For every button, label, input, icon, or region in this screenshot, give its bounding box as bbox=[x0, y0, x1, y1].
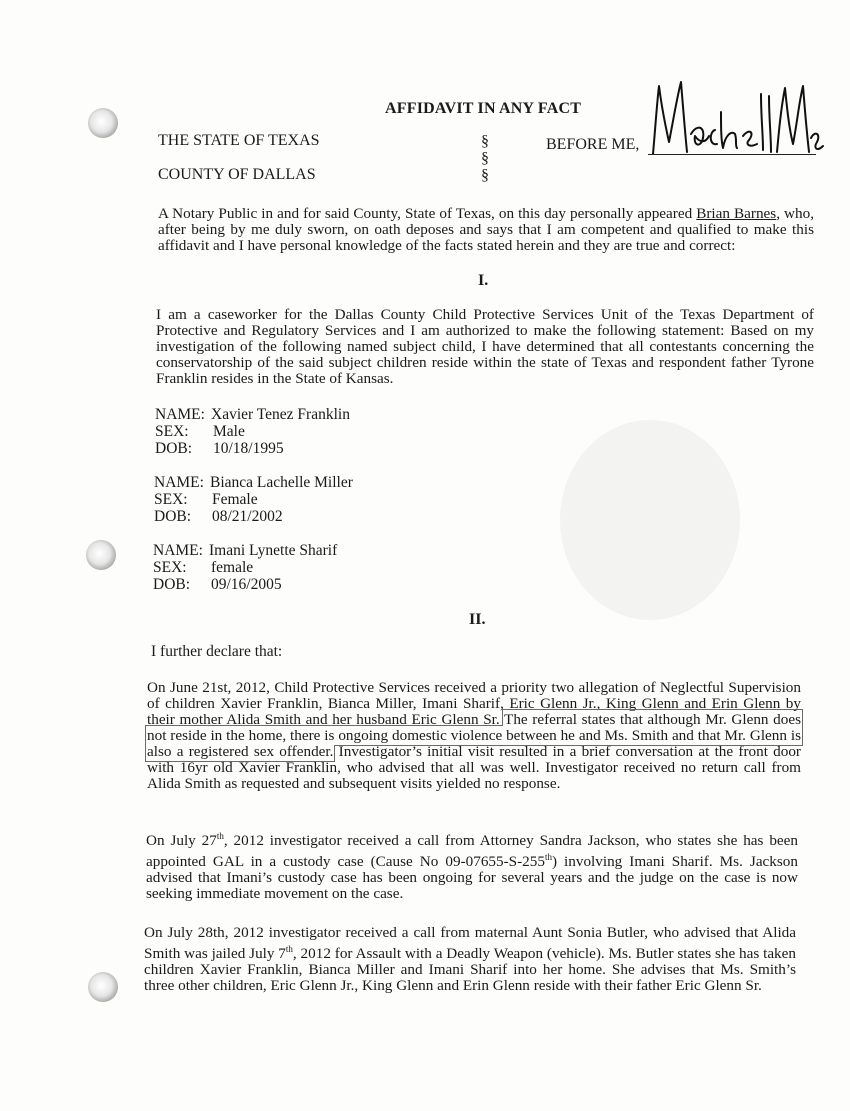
july27-text-b: , 2012 investigator received a call from Attorney Sandra Jackson, who states she has been appointed GAL in a custody case (Cause No 09-07655-S-255 bbox=[146, 832, 798, 871]
child-1-name-row bbox=[155, 406, 350, 423]
june-text-1: On June 21st, 2012, Child Protective Services received a priority two allegation of Neglectful Supervision of children Xavier Franklin, Bianca Miller, Imani Sharif, Eric Glenn Jr., King Glenn and Erin Glenn by their mother Alida Smith and her husband Eric Glenn Sr. bbox=[147, 679, 801, 728]
child-2-sex: Female bbox=[212, 491, 258, 508]
june-text-2: Investigator’s initial visit resulted in a brief conversation at the front door with 16yr old Xavier Franklin, who advised that all was well. Investigator received no return call from Alida Smith as requested and subsequent visits yielded no response. bbox=[147, 743, 801, 792]
july28-paragraph bbox=[144, 925, 796, 994]
child-1-sex: Male bbox=[213, 423, 245, 440]
child-3-dob: 09/16/2005 bbox=[211, 576, 282, 593]
child-3-sex: female bbox=[211, 559, 254, 576]
july28-text-a: On July 28th, 2012 investigator received a call from maternal Aunt Sonia Butler, who advised that Alida Smith was jailed July 7 bbox=[144, 924, 796, 963]
child-3-sex-row bbox=[153, 559, 253, 576]
july27-sup-1: th bbox=[216, 831, 224, 841]
signature-line bbox=[648, 154, 816, 155]
june-paragraph bbox=[147, 680, 801, 792]
child-2-name: Bianca Lachelle Miller bbox=[210, 474, 353, 491]
sex-label: SEX: bbox=[153, 559, 187, 576]
section-symbol-2: § bbox=[481, 150, 489, 167]
section-1-heading: I. bbox=[478, 272, 489, 289]
july28-text-b: , 2012 for Assault with a Deadly Weapon (vehicle). Ms. Butler states she has taken children Xavier Franklin, Bianca Miller and Imani Sharif into her home. She advises that Ms. Smith’s three other children, Eric Glenn Jr., King Glenn and Erin Glenn reside with their father Eric Glenn Sr. bbox=[144, 945, 796, 995]
section-2-heading: II. bbox=[469, 611, 486, 628]
before-me-label: BEFORE ME, bbox=[546, 136, 640, 153]
punch-hole-top bbox=[88, 108, 118, 138]
child-3-dob-row bbox=[153, 576, 282, 593]
child-1-sex-row bbox=[155, 423, 245, 440]
july27-sup-2: th bbox=[544, 852, 552, 863]
intro-text-2: , who, after being by me duly sworn, on oath deposes and says that I am competent and qualified to make this affidavit and I have personal knowledge of the facts stated herein and they are true and correct: bbox=[158, 205, 815, 254]
dob-label: DOB: bbox=[154, 508, 192, 525]
child-3-name: Imani Lynette Sharif bbox=[209, 542, 338, 559]
state-label: THE STATE OF TEXAS bbox=[158, 132, 320, 149]
notary-signature bbox=[645, 72, 825, 162]
punch-hole-middle bbox=[86, 540, 116, 570]
name-label: NAME: bbox=[155, 406, 205, 423]
affiant-name: Brian Barnes bbox=[696, 205, 777, 222]
child-3-name-row bbox=[153, 542, 337, 559]
sex-label: SEX: bbox=[154, 491, 188, 508]
sex-label: SEX: bbox=[155, 423, 189, 440]
section-symbol-3: § bbox=[481, 167, 489, 184]
child-1-dob: 10/18/1995 bbox=[213, 440, 284, 457]
section-1-paragraph: I am a caseworker for the Dallas County Child Protective Services Unit of the Texas Department of Protective and Regulatory Services and I am authorized to make the following statement: Based on my investigation of the following named subject child, I have determined that all contestants concerning the conservatorship of the said subject children reside within the state of Texas and respondent father Tyrone Franklin resides in the State of Kansas. bbox=[156, 306, 814, 387]
july28-sup-1: th bbox=[285, 944, 293, 954]
july27-text-c: ) involving Imani Sharif. Ms. Jackson advised that Imani’s custody case has been ongoing for several years and the judge on the case is now seeking immediate movement on the case. bbox=[146, 853, 798, 903]
highlighted-referral-statement: The referral states that although Mr. Glenn does not reside in the home, there is ongoing domestic violence between he and Ms. Smith and that Mr. Glenn is also a registered sex offender. bbox=[147, 711, 801, 760]
child-1-dob-row bbox=[155, 440, 284, 457]
intro-paragraph bbox=[158, 206, 814, 254]
child-2-sex-row bbox=[154, 491, 258, 508]
july27-paragraph bbox=[146, 828, 798, 902]
child-1-name: Xavier Tenez Franklin bbox=[211, 406, 350, 423]
county-label: COUNTY OF DALLAS bbox=[158, 166, 316, 183]
name-label: NAME: bbox=[153, 542, 203, 559]
punch-hole-bottom bbox=[88, 972, 118, 1002]
dob-label: DOB: bbox=[153, 576, 191, 593]
child-2-dob-row bbox=[154, 508, 283, 525]
section-symbol-1: § bbox=[481, 133, 489, 150]
name-label: NAME: bbox=[154, 474, 204, 491]
intro-text-1: A Notary Public in and for said County, State of Texas, on this day personally appeared bbox=[158, 205, 697, 222]
document-title: AFFIDAVIT IN ANY FACT bbox=[385, 100, 582, 117]
child-2-dob: 08/21/2002 bbox=[212, 508, 283, 525]
further-declare-line: I further declare that: bbox=[151, 643, 283, 660]
dob-label: DOB: bbox=[155, 440, 193, 457]
child-2-name-row bbox=[154, 474, 353, 491]
july27-text-a: On July 27 bbox=[146, 832, 217, 850]
scan-smudge bbox=[560, 420, 740, 620]
